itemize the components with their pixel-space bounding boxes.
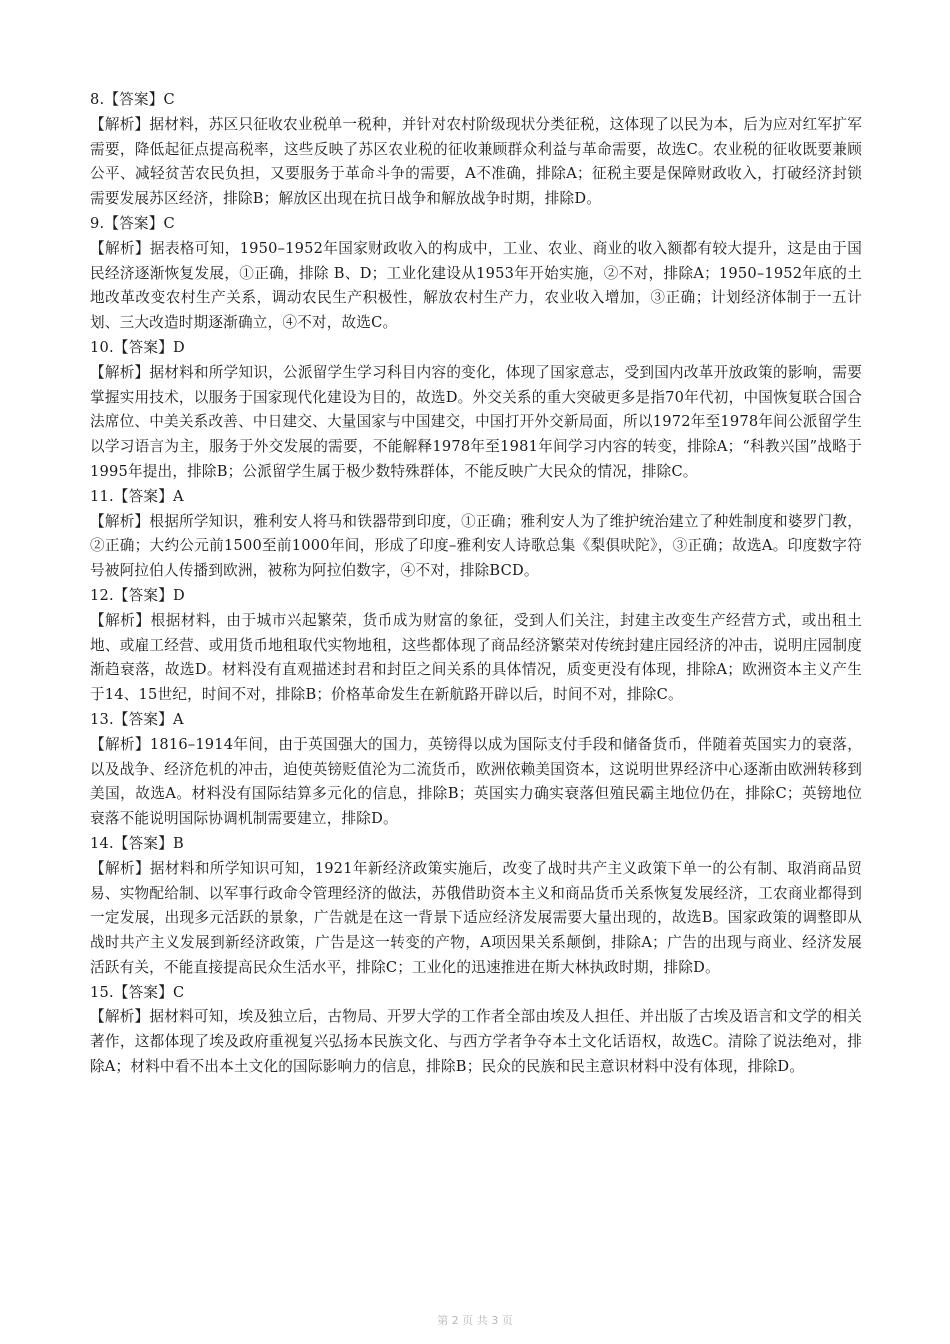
item-15	[90, 981, 862, 1080]
answer-label: 13.【答案】A	[90, 710, 184, 728]
analysis-text: 【解析】1816–1914年间，由于英国强大的国力，英镑得以成为国际支付手段和储备货币，伴随着英国实力的衰落，以及战争、经济危机的冲击，迫使英镑贬值沦为二流货币，欧洲依赖美国资本，这说明世界经济中心逐渐由欧洲转移到美国，故选A。材料没有国际结算多元化的信息，排除B；英国实力确实衰落但殖民霸主地位仍在，排除C；英镑地位衰落不能说明国际协调机制需要建立，排除D。	[90, 735, 862, 828]
answer-label: 12.【答案】D	[90, 586, 185, 604]
analysis-text: 【解析】根据材料，由于城市兴起繁荣，货币成为财富的象征，受到人们关注，封建主改变生产经营方式，或出租土地、或雇工经营、或用货币地租取代实物地租，这些都体现了商品经济繁荣对传统封建庄园经济的冲击，说明庄园制度渐趋衰落，故选D。材料没有直观描述封君和封臣之间关系的具体情况，质变更没有体现，排除A；欧洲资本主义产生于14、15世纪，时间不对，排除B；价格革命发生在新航路开辟以后，时间不对，排除C。	[90, 611, 862, 704]
analysis-text: 【解析】据材料和所学知识可知，1921年新经济政策实施后，改变了战时共产主义政策下单一的公有制、取消商品贸易、实物配给制、以军事行政命令管理经济的做法，苏俄借助资本主义和商品货币关系恢复发展经济，工农商业都得到一定发展，出现多元活跃的景象，广告就是在这一背景下适应经济发展需要大量出现的，故选B。国家政策的调整即从战时共产主义发展到新经济政策，广告是这一转变的产物，A项因果关系颠倒，排除A；广告的出现与商业、经济发展活跃有关，不能直接提高民众生活水平，排除C；工业化的迅速推进在斯大林执政时期，排除D。	[90, 859, 862, 976]
answer-label: 15.【答案】C	[90, 983, 185, 1001]
answer-label: 8.【答案】C	[90, 91, 175, 108]
item-14	[90, 832, 862, 981]
analysis-text: 【解析】据材料可知，埃及独立后，古物局、开罗大学的工作者全部由埃及人担任、并出版了古埃及语言和文学的相关著作，这都体现了埃及政府重视复兴弘扬本民族文化、与西方学者争夺本土文化话语权，故选C。清除了说法绝对，排除A；材料中看不出本土文化的国际影响力的信息，排除B；民众的民族和民主意识材料中没有体现，排除D。	[90, 1008, 862, 1076]
analysis-text: 【解析】据表格可知，1950–1952年国家财政收入的构成中，工业、农业、商业的收入额都有较大提升，这是由于国民经济逐渐恢复发展，①正确，排除 B、D；工业化建设从1953年开始实施，②不对，排除A；1950–1952年底的土地改革改变农村生产关系，调动农民生产积极性，解放农村生产力，农业收入增加，③正确；计划经济体制于一五计划、三大改造时期逐渐确立，④不对，故选C。	[90, 239, 862, 332]
item-10	[90, 336, 862, 485]
item-13	[90, 708, 862, 832]
analysis-text: 【解析】据材料和所学知识，公派留学生学习科目内容的变化，体现了国家意志，受到国内改革开放政策的影响，需要掌握实用技术，以服务于国家现代化建设为目的，故选D。外交关系的重大突破更多是指70年代初，中国恢复联合国合法席位、中美关系改善、中日建交、大量国家与中国建交，中国打开外交新局面，所以1972年至1978年间公派留学生以学习语言为主，服务于外交发展的需要，不能解释1978年至1981年间学习内容的转变，排除A；“科教兴国”战略于1995年提出，排除B；公派留学生属于极少数特殊群体，不能反映广大民众的情况，排除C。	[90, 363, 862, 480]
page-footer: 第 2 页 共 3 页	[437, 1314, 513, 1327]
answer-label: 14.【答案】B	[90, 834, 184, 852]
answer-label: 10.【答案】D	[90, 338, 185, 356]
item-12	[90, 584, 862, 708]
item-11	[90, 485, 862, 584]
answer-label: 11.【答案】A	[90, 487, 184, 505]
answer-key-document	[90, 88, 862, 1080]
analysis-text: 【解析】据材料，苏区只征收农业税单一税种，并针对农村阶级现状分类征税，这体现了以民为本，后为应对红军扩军需要，降低起征点提高税率，这些反映了苏区农业税的征收兼顾群众利益与革命需要，故选C。农业税的征收既要兼顾公平、减轻贫苦农民负担，又要服务于革命斗争的需要，A不准确，排除A；征税主要是保障财政收入，打破经济封锁需要发展苏区经济，排除B；解放区出现在抗日战争和解放战争时期，排除D。	[90, 115, 862, 208]
answer-label: 9.【答案】C	[90, 214, 175, 232]
analysis-text: 【解析】根据所学知识，雅利安人将马和铁器带到印度，①正确；雅利安人为了维护统治建立了种姓制度和婆罗门教，②正确；大约公元前1500至前1000年间，形成了印度–雅利安人诗歌总集《梨俱吠陀》，③正确；故选A。印度数字符号被阿拉伯人传播到欧洲，被称为阿拉伯数字，④不对，排除BCD。	[90, 512, 862, 580]
item-9	[90, 212, 862, 336]
item-8	[90, 88, 862, 212]
